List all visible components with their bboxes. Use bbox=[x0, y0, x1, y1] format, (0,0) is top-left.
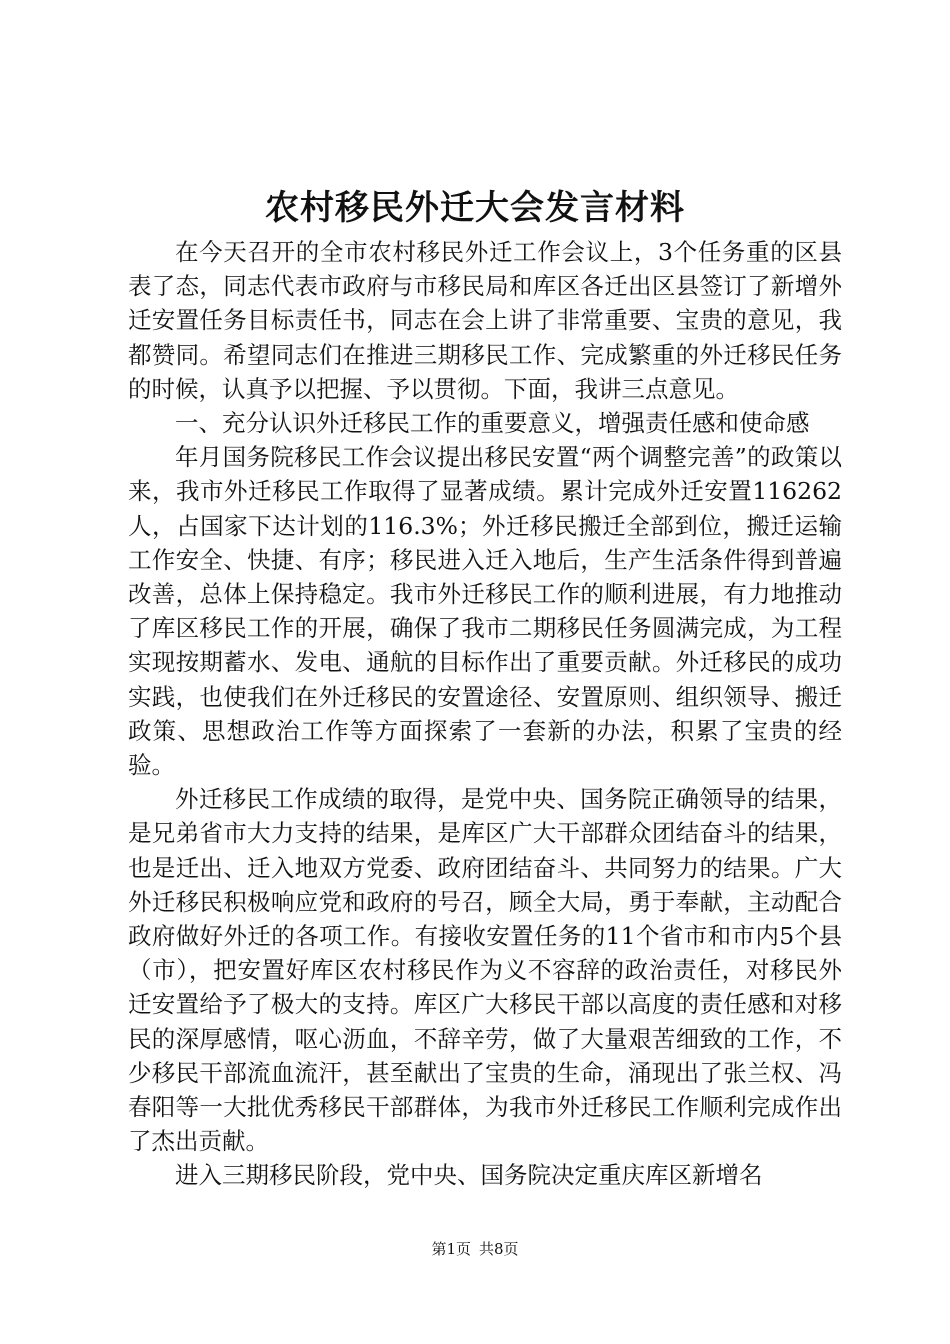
page-number: 第1页 bbox=[431, 1240, 471, 1258]
paragraph-achievements: 年月国务院移民工作会议提出移民安置“两个调整完善”的政策以来，我市外迁移民工作取得了显著成绩。累计完成外迁安置116262人，占国家下达计划的116.3%；外迁移民搬迁全部到位，搬迁运输工作安全、快捷、有序；移民进入迁入地后，生产生活条件得到普遍改善，总体上保持稳定。我市外迁移民工作的顺利进展，有力地推动了库区移民工作的开展，确保了我市二期移民任务圆满完成，为工程实现按期蓄水、发电、通航的目标作出了重要贡献。外迁移民的成功实践，也使我们在外迁移民的安置途径、安置原则、组织领导、搬迁政策、思想政治工作等方面探索了一套新的办法，积累了宝贵的经验。 bbox=[128, 443, 842, 780]
page-total: 共8页 bbox=[479, 1240, 519, 1258]
section-heading-1: 一、充分认识外迁移民工作的重要意义，增强责任感和使命感 bbox=[175, 409, 810, 438]
page-footer bbox=[0, 1238, 950, 1260]
paragraph-results: 外迁移民工作成绩的取得，是党中央、国务院正确领导的结果，是兄弟省市大力支持的结果，是库区广大干部群众团结奋斗的结果，也是迁出、迁入地双方党委、政府团结奋斗、共同努力的结果。广大外迁移民积极响应党和政府的号召，顾全大局，勇于奉献，主动配合政府做好外迁的各项工作。有接收安置任务的11个省市和市内5个县（市），把安置好库区农村移民作为义不容辞的政治责任，对移民外迁安置给予了极大的支持。库区广大移民干部以高度的责任感和对移民的深厚感情，呕心沥血，不辞辛劳，做了大量艰苦细致的工作，不少移民干部流血流汗，甚至献出了宝贵的生命，涌现出了张兰权、冯春阳等一大批优秀移民干部群体，为我市外迁移民工作顺利完成作出了杰出贡献。 bbox=[128, 785, 842, 1156]
paragraph-intro: 在今天召开的全市农村移民外迁工作会议上，3个任务重的区县表了态，同志代表市政府与市移民局和库区各迁出区县签订了新增外迁安置任务目标责任书，同志在会上讲了非常重要、宝贵的意见，我都赞同。希望同志们在推进三期移民工作、完成繁重的外迁移民任务的时候，认真予以把握、予以贯彻。下面，我讲三点意见。 bbox=[128, 238, 842, 403]
document-body bbox=[128, 235, 842, 1193]
document-title: 农村移民外迁大会发言材料 bbox=[265, 188, 685, 228]
paragraph-phase-three: 进入三期移民阶段，党中央、国务院决定重庆库区新增名 bbox=[175, 1161, 763, 1190]
